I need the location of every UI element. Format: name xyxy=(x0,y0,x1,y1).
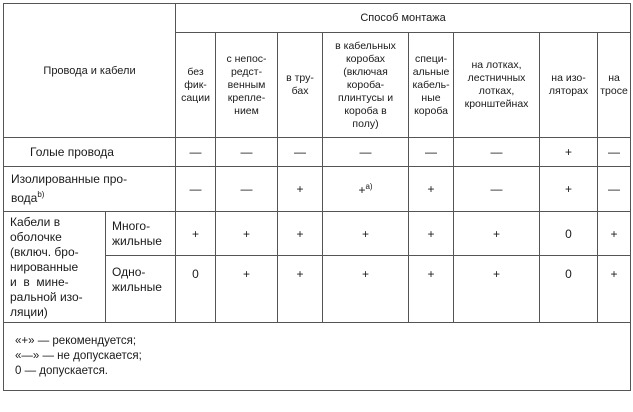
table-cell: + xyxy=(454,212,540,256)
footnote-marker: b) xyxy=(37,190,45,199)
table-cell: + xyxy=(216,256,278,323)
table-cell: + xyxy=(323,256,409,323)
table-row-bare-wires xyxy=(4,138,631,167)
legend xyxy=(4,323,631,391)
row-label-sheathed-cables xyxy=(4,212,106,323)
header-line: нием xyxy=(234,104,259,117)
table-cell: + xyxy=(540,167,598,212)
header-line: коробах xyxy=(345,52,386,65)
table-cell: + xyxy=(278,256,323,323)
header-col-special-ducts xyxy=(409,33,454,138)
legend-item-recommended: «+» — рекомендуется; xyxy=(15,335,137,347)
header-line: фик- xyxy=(184,78,207,91)
row-label-line: жильные xyxy=(112,233,162,248)
row-label-line: Кабели в xyxy=(10,214,61,229)
header-line: с непос- xyxy=(226,52,267,65)
table-cell: — xyxy=(216,138,278,167)
cell-value: + xyxy=(358,182,366,197)
header-mounting-method: Способ монтажа xyxy=(176,4,631,33)
row-label-line: и в мине- xyxy=(10,274,69,289)
header-line: венным xyxy=(227,78,266,91)
header-wires-and-cables: Провода и кабели xyxy=(4,4,176,138)
table-cell: + xyxy=(598,256,631,323)
header-col-trays xyxy=(454,33,540,138)
header-line: креплe- xyxy=(227,91,266,104)
table-cell: — xyxy=(216,167,278,212)
header-line: лестничных xyxy=(467,72,526,84)
table-cell: — xyxy=(323,138,409,167)
header-col-cable-rope xyxy=(598,33,631,138)
row-label-line: нированные xyxy=(10,259,79,274)
row-label-line: ляции) xyxy=(10,304,48,319)
row-label-line: оболочке xyxy=(10,229,62,244)
table-row-multicore-cables xyxy=(4,212,631,256)
header-col-no-fixation xyxy=(176,33,216,138)
row-label-line: Много- xyxy=(112,218,151,233)
table-cell: + xyxy=(598,212,631,256)
table-cell: + xyxy=(454,256,540,323)
row-label-multicore xyxy=(106,212,176,256)
table-cell: 0 xyxy=(176,256,216,323)
table-cell: + xyxy=(278,212,323,256)
table-cell: — xyxy=(278,138,323,167)
table-cell: + xyxy=(278,167,323,212)
header-line: плинтусы и xyxy=(337,91,394,104)
row-label-line: Одно- xyxy=(112,265,146,279)
header-col-insulators xyxy=(540,33,598,138)
legend-item-not-allowed: «—» — не допускается; xyxy=(15,350,142,362)
table-cell: — xyxy=(176,167,216,212)
table-cell: + xyxy=(409,212,454,256)
table-cell: + xyxy=(176,212,216,256)
header-line: короба- xyxy=(346,78,385,91)
table-cell xyxy=(323,167,409,212)
row-label-line: Изолированные про- xyxy=(11,172,128,186)
header-line: кронштейнах xyxy=(464,98,529,110)
header-line: лотках, xyxy=(478,85,515,97)
header-line: в кабельных xyxy=(335,39,396,52)
row-label-line: жильные xyxy=(112,280,162,294)
table-row-legend xyxy=(4,323,631,391)
header-line: короба в xyxy=(344,104,387,117)
header-line: тросе xyxy=(600,85,628,97)
header-line: на xyxy=(608,72,620,84)
header-line: (включая xyxy=(343,65,388,78)
table-cell: + xyxy=(323,212,409,256)
header-line: кабель- xyxy=(412,78,450,91)
header-col-cable-ducts xyxy=(323,33,409,138)
row-label-singlecore xyxy=(106,256,176,323)
table-cell: — xyxy=(454,138,540,167)
table-cell: + xyxy=(409,256,454,323)
header-col-in-pipes xyxy=(278,33,323,138)
row-label-line xyxy=(11,187,175,206)
header-line: специ- xyxy=(414,52,448,65)
header-line: короба xyxy=(414,104,448,117)
header-line: ляторах xyxy=(548,85,589,97)
header-line: редст- xyxy=(230,65,263,78)
mounting-methods-table xyxy=(3,3,631,391)
table-cell: — xyxy=(598,167,631,212)
table-cell: + xyxy=(540,138,598,167)
header-line: бах xyxy=(291,85,309,97)
row-label-line: (включ. бро- xyxy=(10,244,79,259)
row-label-bare-wires: Голые провода xyxy=(4,138,176,167)
table-cell: + xyxy=(216,212,278,256)
header-col-direct-fastening xyxy=(216,33,278,138)
legend-item-allowed: 0 — допускается. xyxy=(15,365,108,377)
table-cell: 0 xyxy=(540,256,598,323)
footnote-marker: a) xyxy=(365,181,373,191)
header-line: альные xyxy=(412,65,450,78)
header-line: на изо- xyxy=(551,72,586,84)
table-cell: — xyxy=(409,138,454,167)
header-line: в тру- xyxy=(286,72,314,84)
table-cell: — xyxy=(598,138,631,167)
header-line: ные xyxy=(421,91,441,104)
header-line: на лотках, xyxy=(471,59,522,71)
table-cell: + xyxy=(409,167,454,212)
header-line: полу) xyxy=(352,117,379,130)
table-cell: — xyxy=(176,138,216,167)
table-cell: — xyxy=(454,167,540,212)
row-label-text: вода xyxy=(11,191,38,205)
header-line: без xyxy=(187,65,204,78)
row-label-line: ральной изо- xyxy=(10,289,83,304)
header-line: сации xyxy=(181,91,210,104)
table-cell: 0 xyxy=(540,212,598,256)
row-label-insulated-wires xyxy=(4,167,176,212)
table-row-insulated-wires xyxy=(4,167,631,212)
